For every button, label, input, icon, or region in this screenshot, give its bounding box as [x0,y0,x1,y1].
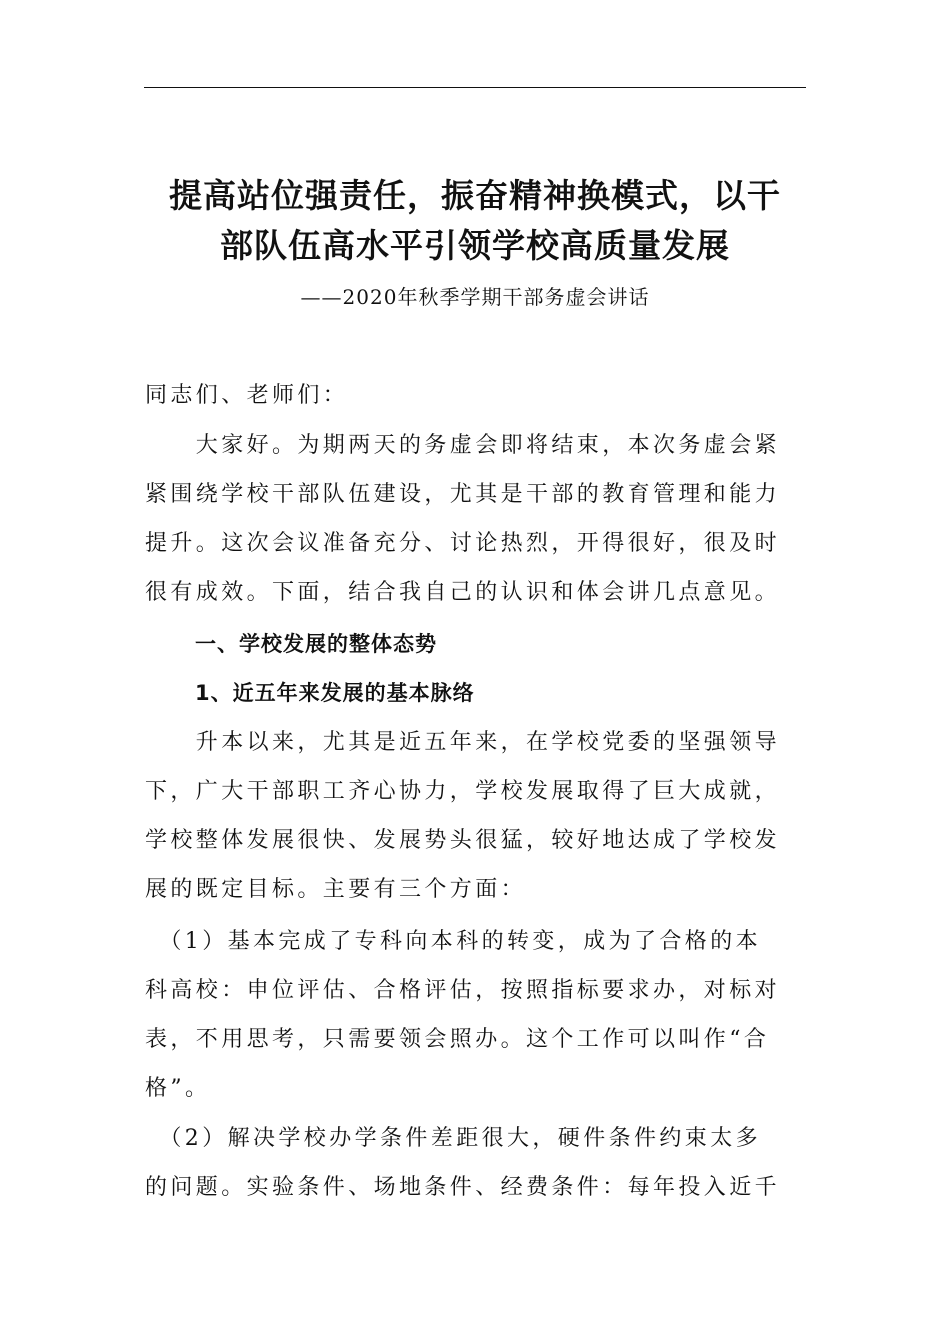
paragraph-4-line-2: 的问题。实验条件、场地条件、经费条件：每年投入近千 [145,1175,781,1200]
document-title-line-2: 部队伍高水平引领学校高质量发展 [220,226,730,265]
paragraph-1-line-4: 很有成效。下面，结合我自己的认识和体会讲几点意见。 [145,580,781,605]
paragraph-2-line-1: 升本以来，尤其是近五年来，在学校党委的坚强领导 [145,730,781,755]
document-title-line-1: 提高站位强责任，振奋精神换模式，以干 [169,176,781,215]
subsection-heading-1: 1、近五年来发展的基本脉络 [195,681,475,705]
paragraph-3-line-2: 科高校：申位评估、合格评估，按照指标要求办，对标对 [145,978,781,1003]
header-rule [144,87,806,88]
document-subtitle: ——2020年秋季学期干部务虚会讲话 [300,285,650,309]
paragraph-3-line-1: （1）基本完成了专科向本科的转变，成为了合格的本 [145,929,761,954]
paragraph-3-line-3: 表，不用思考，只需要领会照办。这个工作可以叫作“合 [145,1027,770,1052]
paragraph-1-line-2: 紧围绕学校干部队伍建设，尤其是干部的教育管理和能力 [145,482,781,507]
paragraph-4-line-1: （2）解决学校办学条件差距很大，硬件条件约束太多 [145,1126,761,1151]
paragraph-2-line-3: 学校整体发展很快、发展势头很猛，较好地达成了学校发 [145,828,781,853]
section-heading-1: 一、学校发展的整体态势 [195,632,437,656]
paragraph-1-line-1: 大家好。为期两天的务虚会即将结束，本次务虚会紧 [145,433,781,458]
paragraph-2-line-2: 下，广大干部职工齐心协力，学校发展取得了巨大成就， [145,779,781,804]
salutation: 同志们、老师们： [145,383,349,408]
paragraph-3-line-4: 格”。 [145,1076,211,1101]
paragraph-2-line-4: 展的既定目标。主要有三个方面： [145,877,527,902]
paragraph-1-line-3: 提升。这次会议准备充分、讨论热烈，开得很好，很及时 [145,531,781,556]
